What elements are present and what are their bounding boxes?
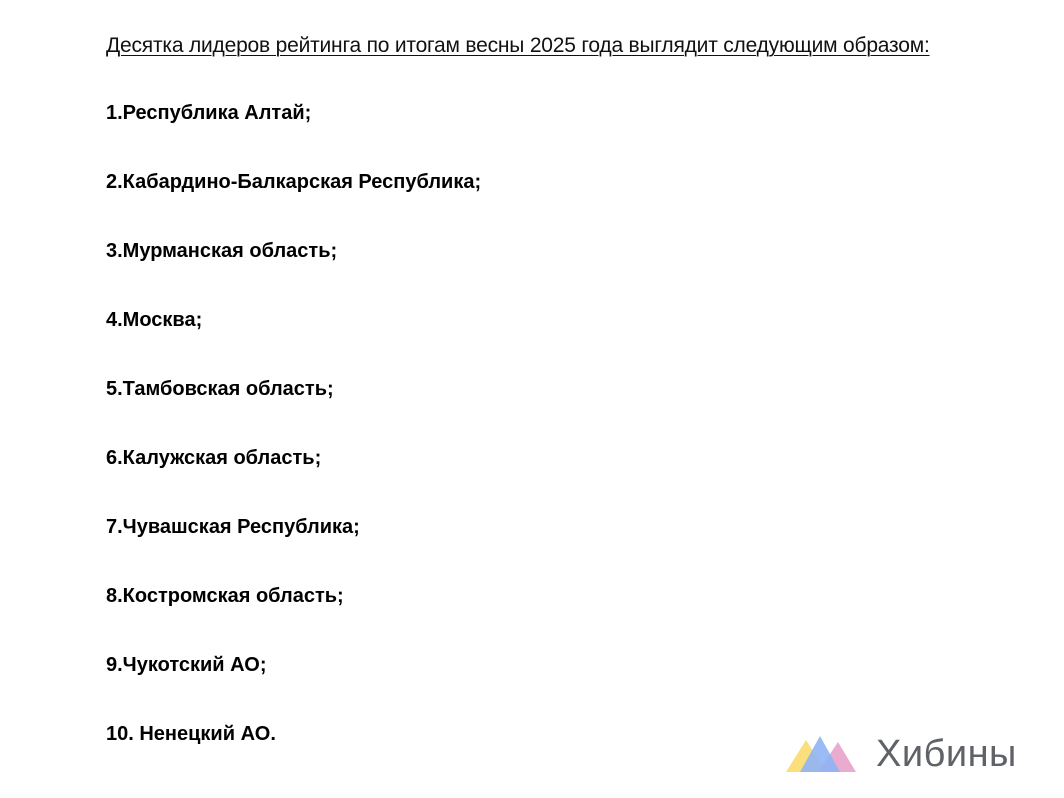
ranking-item-3: 3.Мурманская область;	[106, 240, 338, 262]
brand-name: Хибины	[876, 733, 1017, 775]
ranking-item-7: 7.Чувашская Республика;	[106, 516, 360, 538]
intro-text: Десятка лидеров рейтинга по итогам весны 2025 года выглядит следующим образом:	[106, 34, 930, 57]
ranking-item-8: 8.Костромская область;	[106, 585, 344, 607]
ranking-item-10: 10. Ненецкий АО.	[106, 723, 276, 745]
ranking-item-1: 1.Республика Алтай;	[106, 102, 312, 124]
ranking-item-2: 2.Кабардино-Балкарская Республика;	[106, 171, 482, 193]
ranking-list	[106, 101, 481, 791]
ranking-item-6: 6.Калужская область;	[106, 447, 322, 469]
mountains-icon	[786, 732, 858, 776]
brand-logo	[786, 728, 1036, 780]
ranking-item-9: 9.Чукотский АО;	[106, 654, 267, 676]
ranking-item-5: 5.Тамбовская область;	[106, 378, 334, 400]
ranking-item-4: 4.Москва;	[106, 309, 203, 331]
